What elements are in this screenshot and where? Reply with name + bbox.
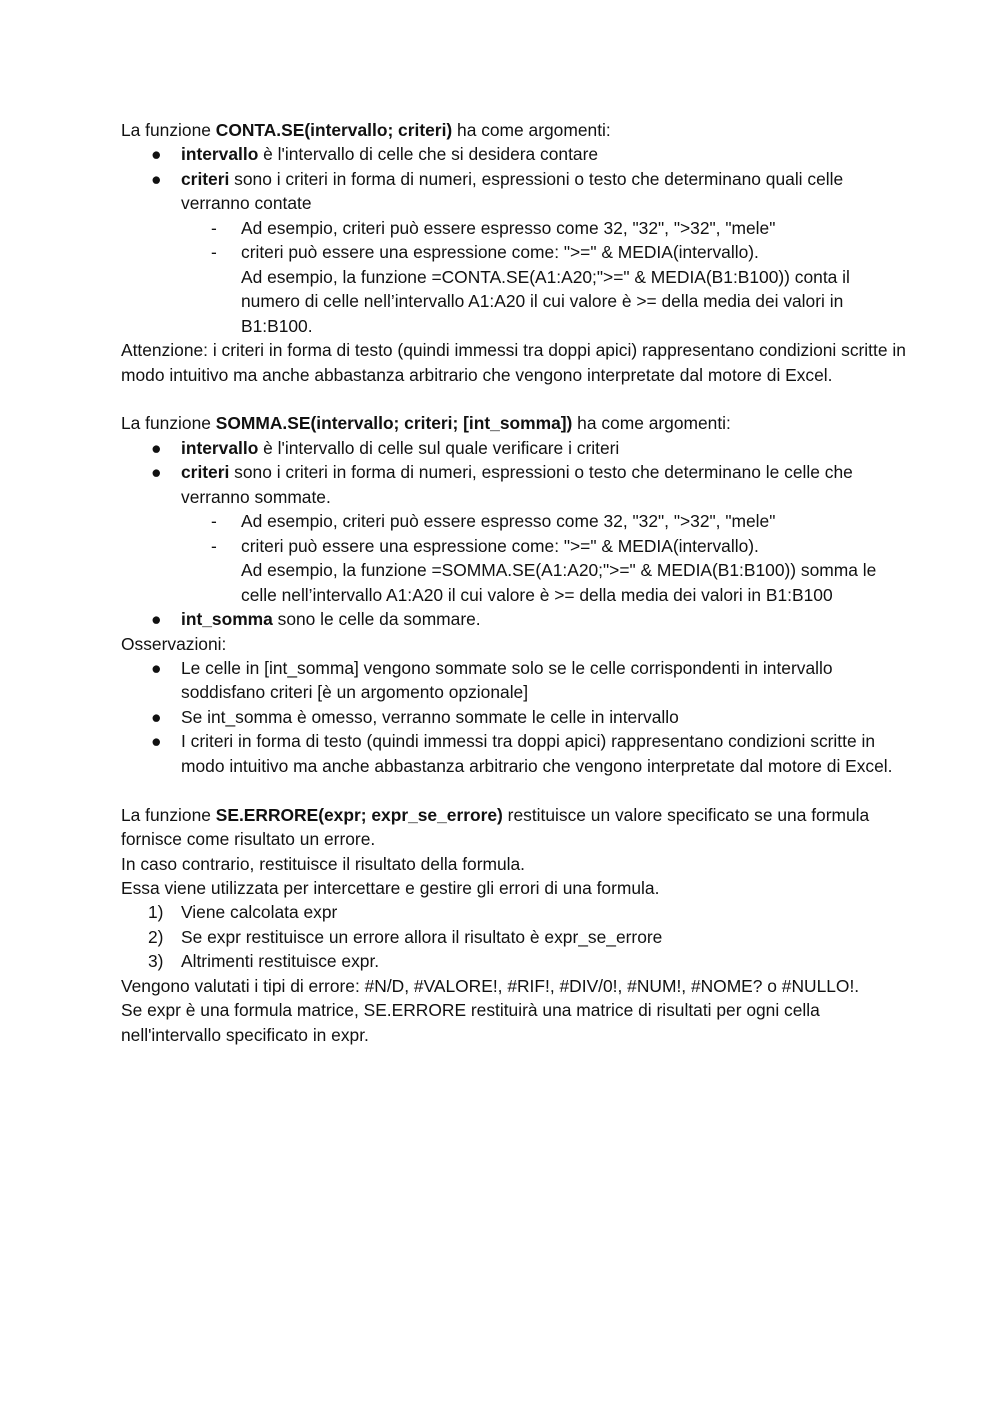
list-item: ● int_somma sono le celle da sommare. (121, 607, 911, 631)
conta-se-examples (181, 216, 911, 338)
dash-marker: - (211, 242, 217, 263)
error-types-line: Vengono valutati i tipi di errore: #N/D, #VALORE!, #RIF!, #DIV/0!, #NUM!, #NOME? o #NULLO!. (121, 975, 860, 996)
bullet-marker: ● (151, 462, 162, 483)
bullet-marker: ● (151, 657, 162, 678)
matrix-line: Se expr è una formula matrice, SE.ERRORE restituirà una matrice di risultati per ogni cella nell'intervallo specificato in expr. (121, 1000, 820, 1045)
list-item: 2) Se expr restituisce un errore allora il risultato è expr_se_errore (121, 925, 911, 949)
list-item: ● criteri sono i criteri in forma di numeri, espressioni o testo che determinano le celle che verranno sommate. - Ad esempio, criteri può essere espresso come 32, "32", ">32", "mele" - criteri può essere una espressione come: ">=" & MEDIA(intervallo). Ad esempio, la funzione =SOMMA.SE(A1:A20;">=" & MEDIA(B1:B100)) somma le celle nell’intervallo A1:A20 il cui valore è >= della media dei valori in B1:B100 (121, 460, 911, 607)
list-item: ● Le celle in [int_somma] vengono sommate solo se le celle corrispondenti in intervallo soddisfano criteri [è un argomento opzionale] (151, 657, 833, 703)
list-item: - criteri può essere una espressione come: ">=" & MEDIA(intervallo). Ad esempio, la funzione =CONTA.SE(A1:A20;">=" & MEDIA(B1:B100)) conta il numero di celle nell’intervallo A1:A20 il cui valore è >= della media dei valori in B1:B100. (211, 242, 850, 336)
bullet-marker: ● (151, 609, 162, 630)
somma-se-intro: La funzione SOMMA.SE(intervallo; criteri; [int_somma]) ha come argomenti: (121, 413, 731, 434)
step-number: 3) (148, 951, 164, 972)
list-item: - Ad esempio, criteri può essere espresso come 32, "32", ">32", "mele" (181, 509, 911, 533)
list-item: ● criteri sono i criteri in forma di numeri, espressioni o testo che determinano quali celle verranno contate - Ad esempio, criteri può essere espresso come 32, "32", ">32", "mele" - criteri può essere una espressione come: ">=" & MEDIA(intervallo). Ad esempio, la funzione =CONTA.SE(A1:A20;">=" & MEDIA(B1:B100)) conta il numero di celle nell’intervallo A1:A20 il cui valore è >= della media dei valori in B1:B100. (121, 167, 911, 338)
document-page (121, 118, 911, 1047)
conta-se-note: Attenzione: i criteri in forma di testo (quindi immessi tra doppi apici) rappresentano condizioni scritte in modo intuitivo ma anche abbastanza arbitrario che vengono interpretate dal motore di Excel. (121, 340, 906, 385)
observations-list (121, 656, 911, 778)
dash-marker: - (211, 217, 217, 238)
conta-se-arguments (121, 142, 911, 338)
list-item: - criteri può essere una espressione come: ">=" & MEDIA(intervallo). Ad esempio, la funzione =SOMMA.SE(A1:A20;">=" & MEDIA(B1:B100)) somma le celle nell’intervallo A1:A20 il cui valore è >= della media dei valori in B1:B100 (211, 535, 877, 605)
list-item: 3) Altrimenti restituisce expr. (121, 949, 911, 973)
bullet-marker: ● (151, 168, 162, 189)
se-errore-signature: SE.ERRORE(expr; expr_se_errore) (215, 804, 503, 825)
conta-se-signature: CONTA.SE(intervallo; criteri) (215, 120, 453, 140)
se-errore-intro: La funzione SE.ERRORE(expr; expr_se_errore) restituisce un valore specificato se una formula fornisce come risultato un errore. (121, 804, 870, 850)
se-errore-line: Essa viene utilizzata per intercettare e gestire gli errori di una formula. (121, 878, 660, 899)
list-item: ● Se int_somma è omesso, verranno sommate le celle in intervallo (121, 705, 911, 729)
observations-heading: Osservazioni: (121, 633, 227, 654)
list-item: ● I criteri in forma di testo (quindi immessi tra doppi apici) rappresentano condizioni scritte in modo intuitivo ma anche abbastanza arbitrario che vengono interpretate dal motore di Excel. (151, 731, 893, 776)
list-item: 1) Viene calcolata expr (121, 900, 911, 924)
list-item: ● intervallo è l'intervallo di celle che si desidera contare (121, 142, 911, 166)
step-number: 1) (148, 902, 164, 923)
dash-marker: - (211, 511, 217, 532)
list-item: - Ad esempio, criteri può essere espresso come 32, "32", ">32", "mele" (181, 216, 911, 240)
se-errore-steps (121, 900, 911, 973)
bullet-marker: ● (151, 144, 162, 165)
dash-marker: - (211, 535, 217, 556)
bullet-marker: ● (151, 437, 162, 458)
conta-se-intro: La funzione CONTA.SE(intervallo; criteri) ha come argomenti: (121, 120, 611, 140)
bullet-marker: ● (151, 706, 162, 727)
somma-se-examples (181, 509, 911, 607)
step-number: 2) (148, 926, 164, 947)
somma-se-arguments (121, 436, 911, 632)
list-item: ● intervallo è l'intervallo di celle sul quale verificare i criteri (121, 436, 911, 460)
se-errore-line: In caso contrario, restituisce il risultato della formula. (121, 853, 526, 874)
somma-se-signature: SOMMA.SE(intervallo; criteri; [int_somma]) (215, 413, 573, 434)
bullet-marker: ● (151, 731, 162, 752)
